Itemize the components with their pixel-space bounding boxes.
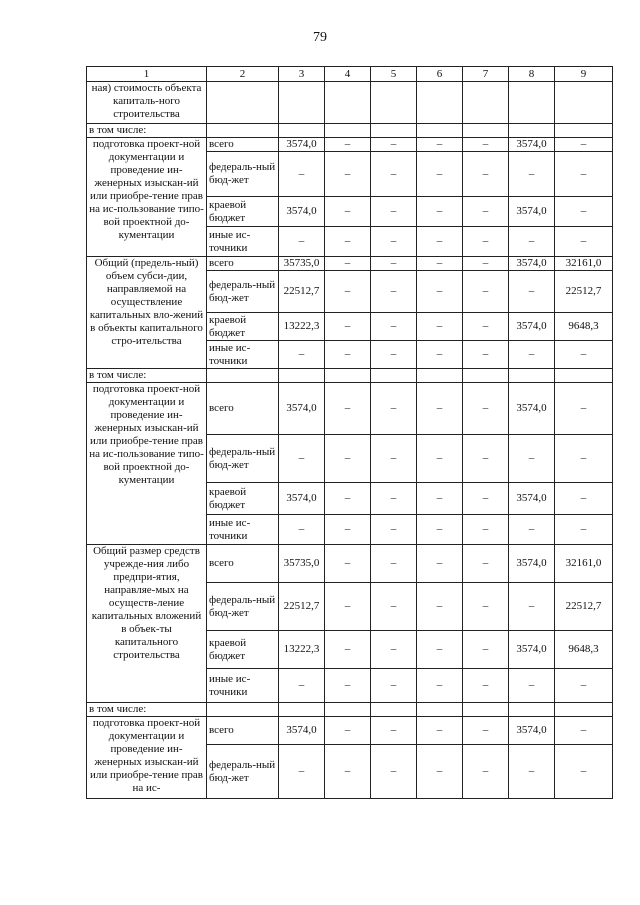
table-row <box>87 545 613 583</box>
value-cell: 3574,0 <box>509 483 555 515</box>
value-cell: – <box>509 227 555 257</box>
row-label: Общий (предель-ный) объем субси-дии, направляемой на осуществление капитальных вло-жений в объекты капитального стро-ительства <box>87 257 207 369</box>
value-cell: – <box>509 271 555 313</box>
value-cell: 22512,7 <box>279 583 325 631</box>
value-cell: 3574,0 <box>509 257 555 271</box>
value-cell: – <box>371 271 417 313</box>
value-cell: – <box>555 483 613 515</box>
value-cell: – <box>463 631 509 669</box>
value-cell: – <box>509 583 555 631</box>
value-cell: – <box>325 483 371 515</box>
value-cell: 3574,0 <box>279 483 325 515</box>
value-cell: – <box>463 745 509 799</box>
value-cell: 3574,0 <box>509 545 555 583</box>
value-cell: – <box>555 152 613 197</box>
value-cell: 3574,0 <box>509 197 555 227</box>
value-cell: – <box>371 383 417 435</box>
value-cell: – <box>325 227 371 257</box>
value-cell: 22512,7 <box>279 271 325 313</box>
value-cell: 35735,0 <box>279 257 325 271</box>
value-cell: – <box>417 197 463 227</box>
table-row <box>87 383 613 435</box>
column-header: 7 <box>463 67 509 82</box>
value-cell: – <box>325 435 371 483</box>
value-cell: – <box>463 435 509 483</box>
value-cell: 3574,0 <box>279 197 325 227</box>
value-cell: – <box>463 227 509 257</box>
value-cell: 22512,7 <box>555 271 613 313</box>
value-cell: – <box>463 152 509 197</box>
row-label: в том числе: <box>87 124 207 138</box>
value-cell: 13222,3 <box>279 631 325 669</box>
value-cell: – <box>417 545 463 583</box>
value-cell: – <box>417 138 463 152</box>
value-cell: – <box>463 383 509 435</box>
source-label: всего <box>207 257 279 271</box>
table-row <box>87 717 613 745</box>
column-header: 5 <box>371 67 417 82</box>
value-cell: – <box>555 717 613 745</box>
value-cell: – <box>555 138 613 152</box>
value-cell: – <box>417 313 463 341</box>
table-row <box>87 703 613 717</box>
value-cell: – <box>325 631 371 669</box>
value-cell: – <box>463 257 509 271</box>
value-cell: – <box>371 515 417 545</box>
value-cell: – <box>555 745 613 799</box>
column-header: 8 <box>509 67 555 82</box>
value-cell: – <box>509 745 555 799</box>
column-header: 1 <box>87 67 207 82</box>
table-row <box>87 82 613 124</box>
value-cell: – <box>555 515 613 545</box>
value-cell: 32161,0 <box>555 545 613 583</box>
source-label: федераль-ный бюд-жет <box>207 152 279 197</box>
value-cell: 3574,0 <box>509 383 555 435</box>
value-cell: – <box>325 745 371 799</box>
source-label: федераль-ный бюд-жет <box>207 745 279 799</box>
value-cell: – <box>325 545 371 583</box>
row-label: подготовка проект-ной документации и проведение ин-женерных изыскан-ий или приобре-тение прав на ис-пользование типо-вой проектной до-кументации <box>87 383 207 545</box>
value-cell: – <box>463 717 509 745</box>
value-cell: – <box>279 227 325 257</box>
value-cell: – <box>325 271 371 313</box>
value-cell: – <box>417 631 463 669</box>
source-label: федераль-ный бюд-жет <box>207 435 279 483</box>
value-cell: – <box>371 669 417 703</box>
column-header: 9 <box>555 67 613 82</box>
source-label: краевой бюджет <box>207 631 279 669</box>
value-cell: – <box>325 515 371 545</box>
value-cell: – <box>463 669 509 703</box>
value-cell: – <box>371 545 417 583</box>
value-cell: – <box>325 257 371 271</box>
value-cell: 22512,7 <box>555 583 613 631</box>
source-label: всего <box>207 717 279 745</box>
column-header: 2 <box>207 67 279 82</box>
table-row <box>87 257 613 271</box>
source-label: иные ис-точники <box>207 341 279 369</box>
value-cell: 3574,0 <box>279 138 325 152</box>
value-cell: – <box>555 227 613 257</box>
value-cell: – <box>279 152 325 197</box>
value-cell: – <box>417 435 463 483</box>
value-cell: – <box>325 341 371 369</box>
source-label: федераль-ный бюд-жет <box>207 583 279 631</box>
value-cell: – <box>279 341 325 369</box>
source-label: краевой бюджет <box>207 313 279 341</box>
source-label: иные ис-точники <box>207 669 279 703</box>
column-header: 6 <box>417 67 463 82</box>
value-cell: – <box>417 257 463 271</box>
table-header-row <box>87 67 613 82</box>
value-cell: – <box>509 435 555 483</box>
value-cell: 3574,0 <box>509 717 555 745</box>
value-cell: – <box>371 631 417 669</box>
value-cell: – <box>371 138 417 152</box>
value-cell: – <box>463 138 509 152</box>
value-cell: – <box>371 197 417 227</box>
value-cell: 3574,0 <box>279 717 325 745</box>
value-cell: – <box>371 227 417 257</box>
budget-table <box>86 66 613 799</box>
value-cell: – <box>325 138 371 152</box>
value-cell: – <box>555 341 613 369</box>
value-cell: – <box>463 313 509 341</box>
source-label: иные ис-точники <box>207 227 279 257</box>
row-label: ная) стоимость объекта капиталь-ного строительства <box>87 82 207 124</box>
value-cell: – <box>417 515 463 545</box>
value-cell: – <box>371 435 417 483</box>
table-row <box>87 369 613 383</box>
value-cell: – <box>371 583 417 631</box>
value-cell: – <box>371 483 417 515</box>
source-label: всего <box>207 545 279 583</box>
row-label: Общий размер средств учрежде-ния либо предпри-ятия, направляе-мых на осуществ-ление капитальных вложений в объек-ты капитального строительства <box>87 545 207 703</box>
value-cell: – <box>417 583 463 631</box>
value-cell: – <box>555 435 613 483</box>
value-cell: 35735,0 <box>279 545 325 583</box>
value-cell: – <box>325 152 371 197</box>
value-cell: – <box>371 341 417 369</box>
value-cell: – <box>555 669 613 703</box>
value-cell: – <box>509 341 555 369</box>
value-cell: – <box>509 152 555 197</box>
value-cell: 3574,0 <box>279 383 325 435</box>
value-cell: – <box>279 745 325 799</box>
value-cell: 3574,0 <box>509 313 555 341</box>
page-number: 79 <box>313 30 327 45</box>
value-cell: – <box>325 383 371 435</box>
value-cell: – <box>417 271 463 313</box>
source-label: федераль-ный бюд-жет <box>207 271 279 313</box>
row-label: подготовка проект-ной документации и проведение ин-женерных изыскан-ий или приобре-тение прав на ис- <box>87 717 207 799</box>
value-cell: – <box>555 197 613 227</box>
value-cell: 9648,3 <box>555 631 613 669</box>
value-cell: – <box>417 669 463 703</box>
value-cell: – <box>509 669 555 703</box>
column-header: 4 <box>325 67 371 82</box>
value-cell: – <box>417 717 463 745</box>
value-cell: – <box>463 583 509 631</box>
value-cell: – <box>279 669 325 703</box>
value-cell: – <box>325 717 371 745</box>
value-cell: 13222,3 <box>279 313 325 341</box>
value-cell: 3574,0 <box>509 138 555 152</box>
table-row <box>87 124 613 138</box>
value-cell: – <box>371 152 417 197</box>
source-label: всего <box>207 383 279 435</box>
value-cell: – <box>417 341 463 369</box>
value-cell: – <box>371 717 417 745</box>
value-cell: – <box>463 271 509 313</box>
table-row <box>87 138 613 152</box>
value-cell: – <box>279 515 325 545</box>
value-cell: 32161,0 <box>555 257 613 271</box>
value-cell: – <box>463 341 509 369</box>
value-cell: – <box>371 313 417 341</box>
value-cell: – <box>371 745 417 799</box>
value-cell: – <box>463 483 509 515</box>
value-cell: – <box>417 152 463 197</box>
value-cell: – <box>325 197 371 227</box>
value-cell: – <box>417 483 463 515</box>
source-label: иные ис-точники <box>207 515 279 545</box>
value-cell: – <box>463 545 509 583</box>
source-label: краевой бюджет <box>207 197 279 227</box>
value-cell: – <box>325 669 371 703</box>
row-label: в том числе: <box>87 369 207 383</box>
row-label: подготовка проект-ной документации и проведение ин-женерных изыскан-ий или приобре-тение прав на ис-пользование типо-вой проектной до-кументации <box>87 138 207 257</box>
value-cell: 3574,0 <box>509 631 555 669</box>
value-cell: – <box>509 515 555 545</box>
value-cell: – <box>417 227 463 257</box>
source-label: всего <box>207 138 279 152</box>
value-cell: – <box>417 745 463 799</box>
value-cell: – <box>417 383 463 435</box>
value-cell: – <box>555 383 613 435</box>
source-label: краевой бюджет <box>207 483 279 515</box>
value-cell: – <box>463 515 509 545</box>
value-cell: – <box>325 313 371 341</box>
value-cell: – <box>371 257 417 271</box>
value-cell: – <box>463 197 509 227</box>
value-cell: 9648,3 <box>555 313 613 341</box>
value-cell: – <box>325 583 371 631</box>
value-cell: – <box>279 435 325 483</box>
column-header: 3 <box>279 67 325 82</box>
row-label: в том числе: <box>87 703 207 717</box>
